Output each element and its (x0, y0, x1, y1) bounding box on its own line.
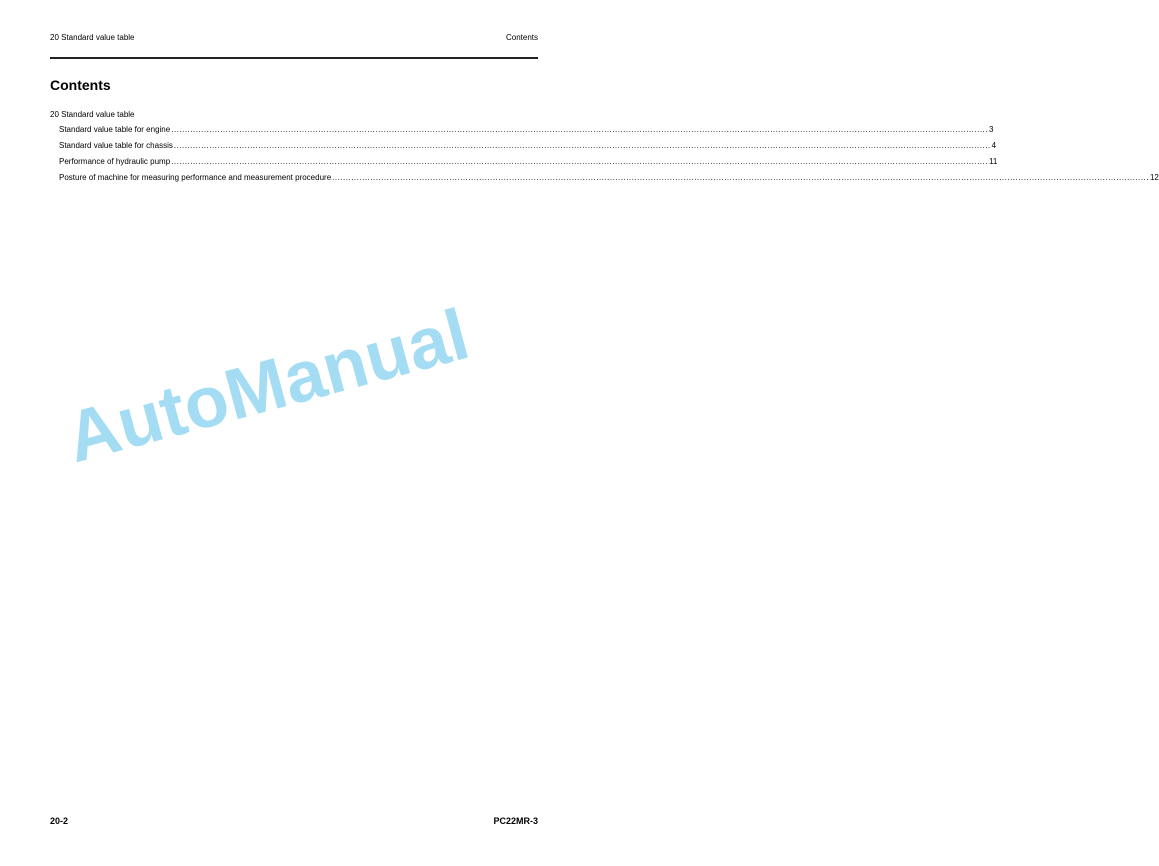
toc-dot-leader: ............................................................................................................................................................................................................................................................................................................ (173, 141, 991, 150)
toc-entry-page: 11 (988, 157, 998, 166)
toc-entry-page: 4 (991, 141, 997, 150)
toc-entry-label: Performance of hydraulic pump (59, 157, 171, 166)
page-title: Contents (50, 77, 111, 93)
toc-entry-page: 12 (1149, 173, 1159, 182)
toc-entry-engine[interactable] (50, 122, 994, 138)
footer-model-name: PC22MR-3 (493, 816, 538, 826)
header-chapter-title: Contents (505, 33, 538, 42)
watermark: AutoManual (58, 294, 477, 479)
page-header (50, 33, 538, 45)
toc-entry-chassis[interactable] (50, 138, 997, 154)
toc-entry-page: 3 (989, 125, 994, 134)
header-section-title: 20 Standard value table (50, 33, 135, 42)
table-of-contents (50, 108, 1159, 186)
toc-dot-leader: ............................................................................................................................................................................................................................................................................................................ (171, 157, 988, 166)
footer-page-number: 20-2 (50, 816, 69, 826)
toc-entry-label: Standard value table for engine (59, 125, 171, 134)
toc-dot-leader: ............................................................................................................................................................................................................................................................................................................ (171, 125, 988, 134)
toc-entry-measurement-posture[interactable] (50, 170, 1159, 186)
toc-entry-label: Posture of machine for measuring performance and measurement procedure (59, 173, 332, 182)
page-footer (50, 816, 538, 830)
toc-section-heading: 20 Standard value table (50, 110, 135, 119)
toc-entry-hydraulic-pump[interactable] (50, 154, 998, 170)
toc-entry-label: Standard value table for chassis (59, 141, 173, 150)
header-divider (50, 57, 538, 59)
toc-dot-leader: ............................................................................................................................................................................................................................................................................................................ (332, 173, 1149, 182)
